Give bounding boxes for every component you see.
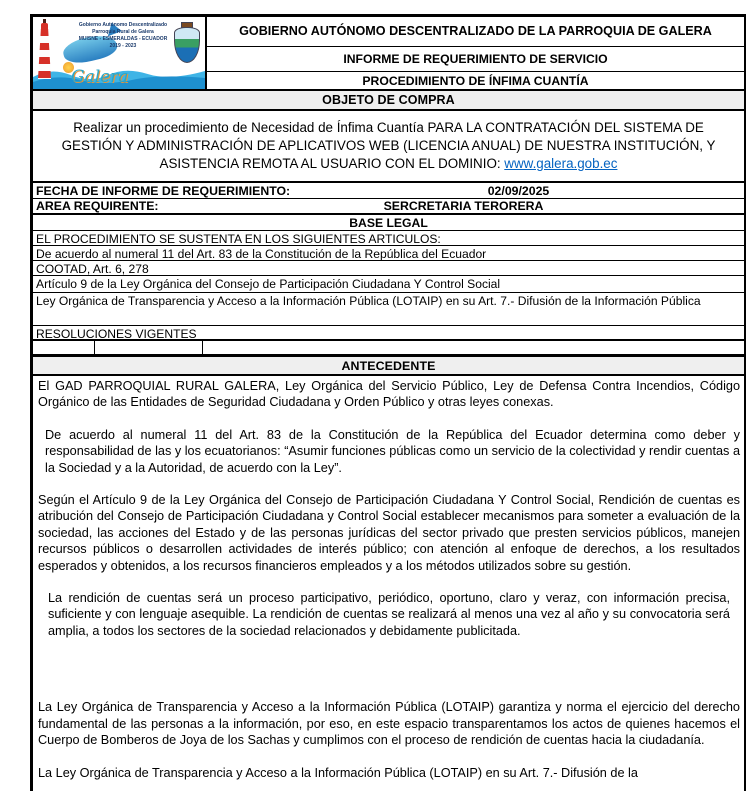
antecedente-paragraph: De acuerdo al numeral 11 del Art. 83 de la Constitución de la República del Ecuador determina como deber y responsabilidad de las y los ecuatorianos: “Asumir funciones públicas como un servicio de la colectividad y rendir cuentas a la Sociedad y a la Autoridad, de acuerdo con la Ley”. [45, 427, 740, 475]
logo-org-location: MUISNE - ESMERALDAS - ECUADOR [78, 36, 168, 42]
domain-link[interactable]: www.galera.gob.ec [504, 156, 618, 171]
base-legal-item: Ley Orgánica de Transparencia y Acceso a la Información Pública (LOTAIP) en su Art. 7.- Difusión de la Información Pública [33, 293, 744, 326]
section-band-base-legal: BASE LEGAL [33, 215, 744, 231]
section-band-antecedente: ANTECEDENTE [33, 357, 744, 376]
base-legal-item: COOTAD, Art. 6, 278 [33, 261, 744, 276]
objeto-de-compra-text [33, 111, 744, 183]
empty-cell [33, 341, 95, 354]
logo-script-name: Galera [71, 67, 129, 87]
base-legal-item: RESOLUCIONES VIGENTES [33, 326, 744, 341]
coat-of-arms-icon [174, 27, 200, 63]
antecedente-paragraph: La Ley Orgánica de Transparencia y Acceso a la Información Pública (LOTAIP) garantiza y norma el ejercicio del derecho fundamental de las personas a la información, por eso, en este espacio transparentamos los actos de quienes hacemos el Cuerpo de Bomberos de Joya de los Sachas y cumplimos con el proceso de rendición de cuentas hacia la ciudadanía. [38, 700, 740, 748]
header-titles [207, 17, 744, 89]
antecedente-paragraph: Según el Artículo 9 de la Ley Orgánica del Consejo de Participación Ciudadana Y Control Social, Rendición de cuentas es atribución del Consejo de Participación Ciudadana y Control Social establecer mecanismos para someter a evaluación de la sociedad, las acciones del Estado y de las personas jurídicas del sector privado que presten servicios públicos, manejen recursos públicos o desarrollen actividades de interés público; con atención al enfoque de derechos, a los resultados esperados y obtenidos, a los recursos financieros empleados y a los métodos utilizados sobre su gestión. [38, 493, 740, 573]
base-legal-item: Artículo 9 de la Ley Orgánica del Consejo de Participación Ciudadana Y Control Social [33, 276, 744, 293]
logo-text [77, 22, 169, 50]
area-requirente-value: SERCRETARIA TERORERA [383, 199, 544, 213]
document-header [33, 17, 744, 91]
antecedente-paragraph: La Ley Orgánica de Transparencia y Acceso a la Información Pública (LOTAIP) en su Art. 7.- Difusión de la [38, 765, 638, 780]
lighthouse-lantern-icon [41, 23, 48, 29]
antecedente-paragraph: La rendición de cuentas será un proceso participativo, periódico, oportuno, claro y veraz, con información precisa, suficiente y con lenguaje asequible. La rendición de cuentas se realizará al menos una vez al año y su convocatoria será amplia, a todos los sectores de la sociedad relacionados y debidamente publicitada. [48, 591, 730, 638]
area-requirente-label: AREA REQUIRENTE: [36, 199, 159, 213]
empty-cell [95, 341, 203, 354]
area-requirente-row [33, 199, 744, 215]
fecha-informe-label: FECHA DE INFORME DE REQUERIMIENTO: [36, 183, 291, 198]
base-legal-item: EL PROCEDIMIENTO SE SUSTENTA EN LOS SIGUIENTES ARTICULOS: [33, 231, 744, 246]
empty-cell [203, 341, 744, 354]
antecedente-paragraph: El GAD PARROQUIAL RURAL GALERA, Ley Orgánica del Servicio Público, Ley de Defensa Contra Incendios, Código Orgánico de las Entidades de Seguridad Ciudadana y Orden Público y otras leyes conexas. [38, 379, 740, 410]
section-band-objeto-de-compra: OBJETO DE COMPRA [33, 91, 744, 111]
empty-spacer-row [33, 341, 744, 357]
antecedente-content [33, 376, 744, 781]
header-title-institution: GOBIERNO AUTÓNOMO DESCENTRALIZADO DE LA PARROQUIA DE GALERA [207, 17, 744, 47]
header-title-report-type: INFORME DE REQUERIMIENTO DE SERVICIO [207, 47, 744, 73]
header-title-procedure: PROCEDIMIENTO DE ÍNFIMA CUANTÍA [362, 73, 589, 88]
institution-logo [33, 17, 207, 89]
base-legal-item: De acuerdo al numeral 11 del Art. 83 de la Constitución de la República del Ecuador [33, 246, 744, 261]
requirement-report-table [30, 14, 746, 791]
lighthouse-body-icon [38, 29, 51, 79]
fecha-informe-value: 02/09/2025 [487, 183, 550, 198]
logo-org-period: 2019 - 2023 [109, 43, 137, 49]
logo-org-name: Gobierno Autónomo Descentralizado Parroquia Rural de Galera [78, 22, 168, 35]
fecha-informe-row [33, 183, 744, 199]
objeto-description: Realizar un procedimiento de Necesidad de Ínfima Cuantía PARA LA CONTRATACIÓN DEL SISTEMA DE GESTIÓN Y ADMINISTRACIÓN DE APLICATIVOS WEB (LICENCIA ANUAL) DE NUESTRA INSTITUCIÓN, Y ASISTENCIA REMOTA AL USUARIO CON EL DOMINIO: [61, 120, 716, 171]
